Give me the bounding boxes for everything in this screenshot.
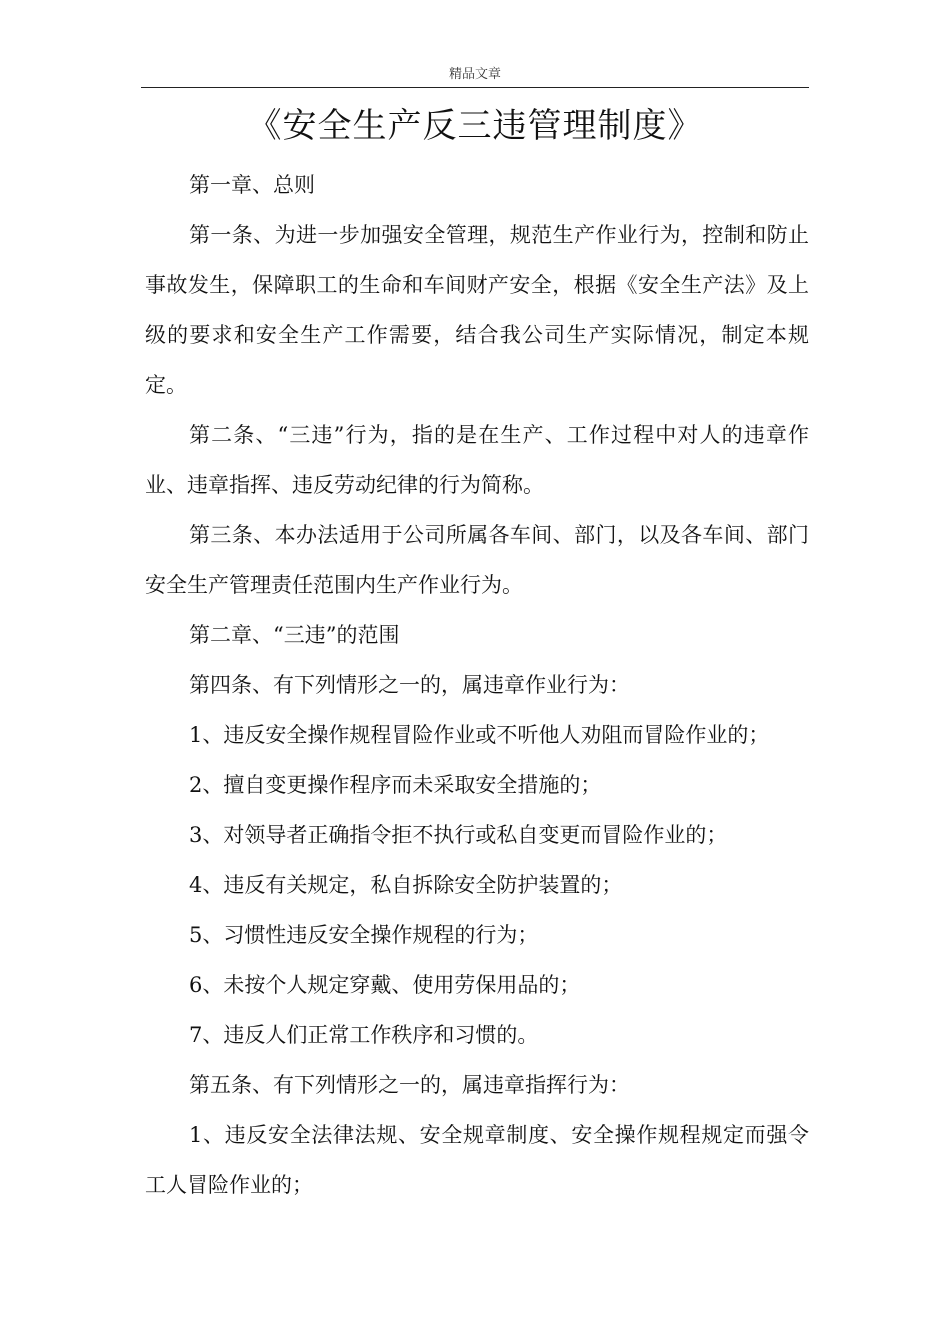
chapter-heading-1: 第一章、总则 — [189, 173, 315, 197]
article-3: 第三条、本办法适用于公司所属各车间、部门，以及各车间、部门安全生产管理责任范围内生产作业行为。 — [145, 523, 809, 597]
list-item: 7、违反人们正常工作秩序和习惯的。 — [189, 1023, 539, 1047]
page-header: 精品文章 — [448, 67, 501, 82]
list-item: 6、未按个人规定穿戴、使用劳保用品的； — [189, 973, 581, 997]
list-item: 1、违反安全操作规程冒险作业或不听他人劝阻而冒险作业的； — [189, 723, 770, 747]
list-item: 4、违反有关规定，私自拆除安全防护装置的； — [189, 873, 623, 897]
header-divider — [141, 87, 809, 88]
list-item: 3、对领导者正确指令拒不执行或私自变更而冒险作业的； — [189, 823, 728, 847]
article-4: 第四条、有下列情形之一的，属违章作业行为： — [189, 673, 630, 697]
article-2: 第二条、“三违”行为，指的是在生产、工作过程中对人的违章作业、违章指挥、违反劳动纪律的行为简称。 — [145, 423, 809, 497]
document-title: 《安全生产反三违管理制度》 — [247, 106, 703, 146]
list-item: 2、擅自变更操作程序而未采取安全措施的； — [189, 773, 602, 797]
article-5: 第五条、有下列情形之一的，属违章指挥行为： — [189, 1073, 630, 1097]
list-item: 5、习惯性违反安全操作规程的行为； — [189, 923, 539, 947]
chapter-heading-2: 第二章、“三违”的范围 — [189, 623, 400, 647]
list-item: 1、违反安全法律法规、安全规章制度、安全操作规程规定而强令工人冒险作业的； — [145, 1123, 809, 1197]
document-body — [145, 160, 809, 1210]
article-1: 第一条、为进一步加强安全管理，规范生产作业行为，控制和防止事故发生，保障职工的生命和车间财产安全，根据《安全生产法》及上级的要求和安全生产工作需要，结合我公司生产实际情况，制定本规定。 — [145, 223, 809, 397]
